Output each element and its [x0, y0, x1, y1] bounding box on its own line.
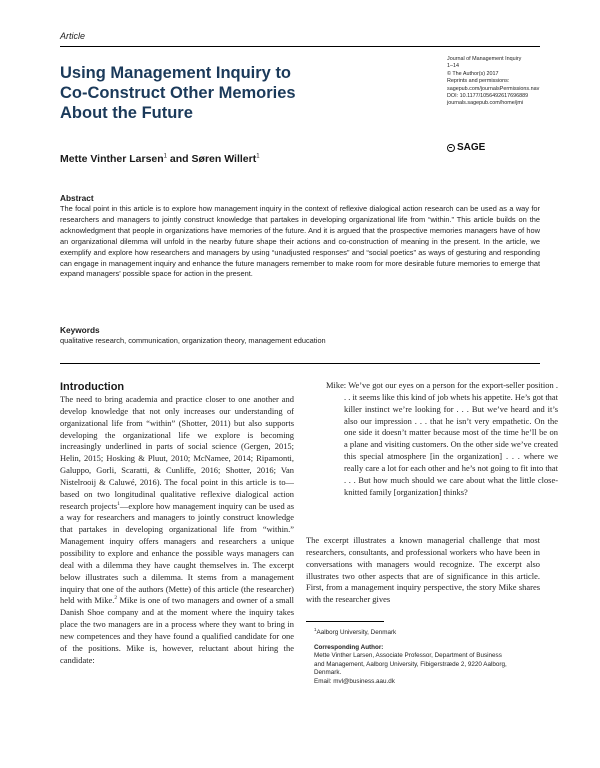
sage-logo-icon: [447, 144, 455, 152]
footnote-ref: 2: [114, 595, 118, 602]
corresponding-line: Mette Vinther Larsen, Associate Professor, Department of Business: [314, 652, 502, 660]
affiliation-text: Aalborg University, Denmark: [316, 629, 397, 637]
introduction-body: [60, 394, 294, 666]
doi[interactable]: DOI: 10.1177/1056492617696889: [447, 93, 529, 100]
interview-excerpt: [326, 380, 558, 498]
journal-name: Journal of Management Inquiry: [447, 56, 522, 62]
page-range: 1–14: [447, 63, 459, 70]
keywords-section: [60, 325, 540, 347]
article-title: [60, 63, 360, 123]
reprints-label: Reprints and permissions:: [447, 78, 510, 85]
right-column-paragraph: The excerpt illustrates a known managerial challenge that most researchers, consultants, and professional workers who have been in conversations with managers would recognize. The excerpt also illustrates two other aspects that are of significance in this article. First, from a management inquiry perspective, the story Mike shares with the researcher gives: [306, 535, 540, 605]
author-joiner: and: [167, 153, 192, 165]
corresponding-line: Denmark.: [314, 669, 342, 677]
corresponding-author-heading: Corresponding Author:: [314, 643, 384, 651]
title-line: Co-Construct Other Memories: [60, 84, 296, 102]
abstract-heading: Abstract: [60, 193, 94, 203]
article-type-label: Article: [60, 31, 86, 41]
intro-text: —explore how management inquiry can be used as a way for researchers and managers to jointly construct knowledge that partakes in developing organizational life from “within.” Management inquiry offers managers and researchers a unique possibility to explore and enhance the possible ways managers can deal with a dilemma they have caught themselves in. The excerpt below illustrates such a dilemma. It stems from a management inquiry that one of the authors (Mette) of this article (the researcher) held with Mike.: [60, 500, 295, 606]
affiliation-mark: 1: [163, 153, 168, 160]
title-line: About the Future: [60, 104, 193, 122]
journal-home-link[interactable]: journals.sagepub.com/home/jmi: [447, 100, 524, 107]
author-line: [60, 153, 260, 165]
quote-text: We’ve got our eyes on a person for the export-seller position . . . it seems like this kind of job whets his appetite. He’s got that killer instinct we’re looking for . . . But we’ve heard and it’s also our impression . . . that he isn’t very empathetic. On the one side it doesn’t matter because most of the time he’ll be on a plane and visiting customers. On the other side we’ve created this special atmosphere [in the organization] . . . where we really care a lot for each other and he’s not going to fit into that . . . But how much should we care about what the little close-knitted family [organization] thinks?: [344, 380, 558, 497]
abstract-text: The focal point in this article is to explore how management inquiry in the context of reflexive dialogical action research can be used as a way for researchers and managers to jointly construct knowledge that partakes in developing organizational life from “within.” This article builds on the acknowledgment that people in organizations have memories of the future. And it is argued that the prospective memories managers have of how an organizational dilemma will unfold in the nearby future shape their actions and co-construction of meaning in the present. In the article, we exemplify and explore how researchers and managers by using “unadjusted responses” and “social poetics” as ways of gesturing and responding can engage in management inquiry and enhance the future managers remember to make room for more desirable future memories to emerge that expand managers’ possible space for action in the present.: [60, 204, 540, 279]
permissions-link[interactable]: sagepub.com/journalsPermissions.nav: [447, 85, 540, 92]
abstract-section: [60, 193, 540, 280]
publisher-name: SAGE: [457, 142, 486, 153]
section-rule: [60, 363, 540, 364]
footnotes: [314, 626, 540, 687]
intro-text: Mike is one of two managers and owner of a small Danish Shoe company and at the moment where the inquiry takes place the two managers are in a process where they want to bring in new competences and they have found a qualified candidate for one of the positions. Mike is, however, reluctant about hiring the candidate:: [60, 595, 294, 665]
intro-text: The need to bring academia and practice closer to one another and develop knowledge that not only increases our understanding of organizational life from “within” (Shotter, 2011) but also supports developing the organizational life we explore is becoming increasingly underlined in parts of social science (Gergen, 2015; Helin, 2015; Hosking & Pluut, 2010; McNamee, 2014; Ripamonti, Galuppo, Gorli, Scaratti, & Cunliffe, 2016; Shotter, 2016; Van Nistelrooij & Caluwé, 2016). The focal point in this article is to—based on two longitudinal qualitative reflexive dialogical action research projects: [60, 394, 294, 511]
title-line: Using Management Inquiry to: [60, 64, 292, 82]
footnote-ref: 1: [117, 500, 120, 507]
author-name: Søren Willert: [191, 153, 257, 165]
copyright: © The Author(s) 2017: [447, 70, 499, 77]
publisher-logo: [447, 142, 485, 153]
author-name: Mette Vinther Larsen: [60, 153, 164, 165]
corresponding-line: and Management, Aalborg University, Fibigerstræde 2, 9220 Aalborg,: [314, 660, 507, 668]
introduction-heading: Introduction: [60, 381, 125, 393]
author-email[interactable]: Email: mvl@business.aau.dk: [314, 678, 395, 686]
keywords-text: qualitative research, communication, organization theory, management education: [60, 336, 326, 345]
keywords-heading: Keywords: [60, 325, 100, 335]
footnote-rule: [306, 621, 384, 622]
affiliation-mark: 1: [256, 153, 260, 160]
affiliation-mark: 1: [314, 627, 317, 632]
header-rule: [60, 46, 540, 47]
quote-speaker: Mike:: [326, 380, 347, 390]
affiliation-note: [314, 626, 540, 638]
journal-meta: [447, 56, 567, 108]
